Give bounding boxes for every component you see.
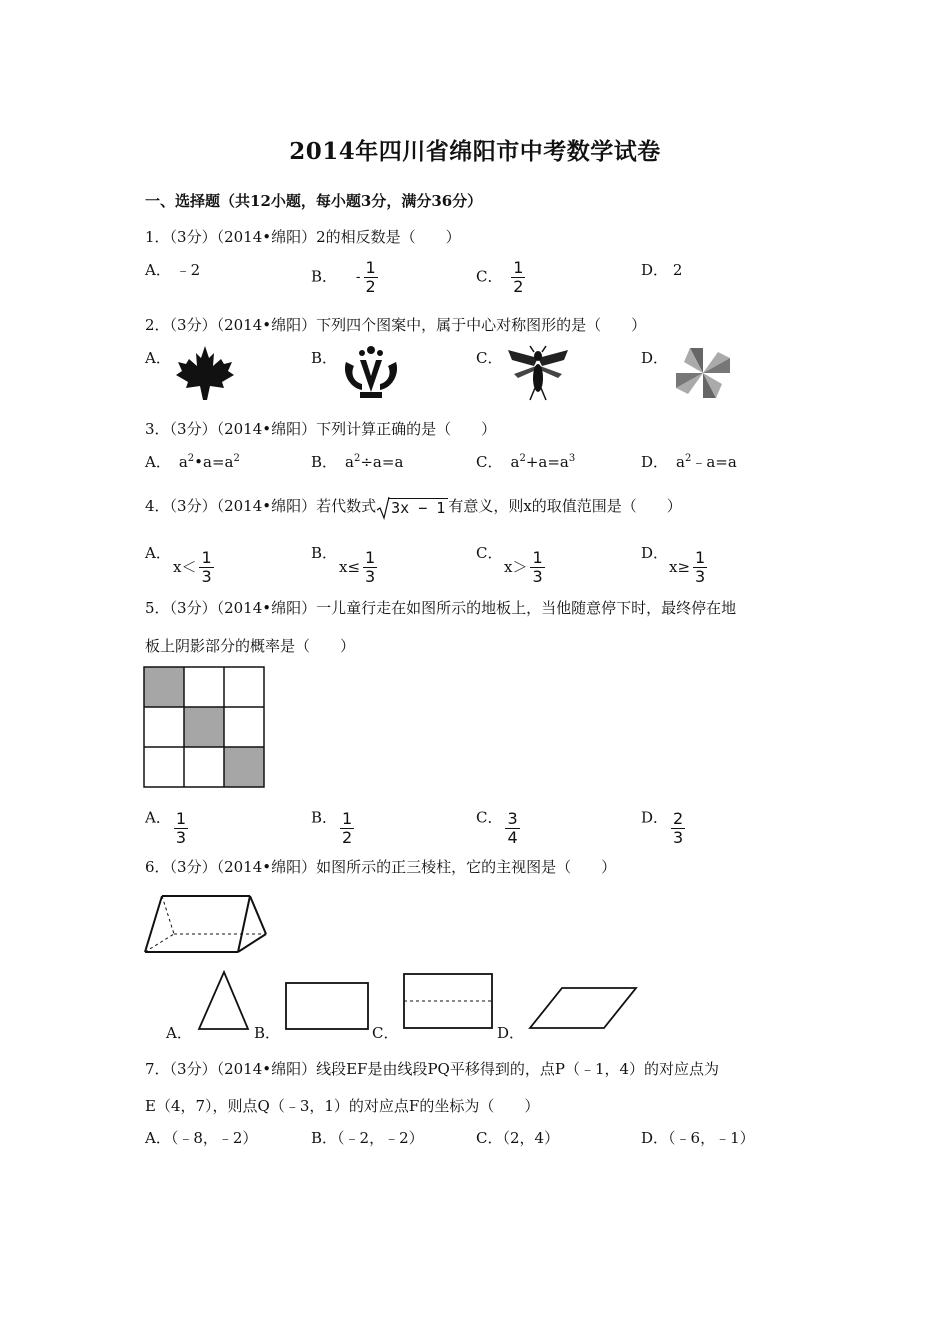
section-heading: 一、选择题（共12小题，每小题3分，满分36分） [145,192,483,210]
q1-option-a: A． ﹣2 [145,261,201,279]
q2-option-b-label: B． [311,349,338,367]
q3-option-b: B． $a^2\div a=a$ [311,453,404,471]
q1-option-c: C． $\frac{1}{2}$ [476,258,524,296]
fraction: $\frac{1}{2}$ [342,809,353,847]
q2-option-d-label: D． [641,349,669,367]
triangle-front-view [196,970,252,1032]
q3-option-a: A． $a^2•a=a^2$ [145,453,240,471]
question-7-line-1: 7．（3分）（2014•绵阳）线段EF是由线段PQ平移得到的，点P（﹣1，4）的对应点为 [145,1060,720,1078]
q4-option-c: C． x＞ $\frac{1}{3}$ [476,544,543,586]
q3-option-d: D． $a^2﹣a=a$ [641,453,737,471]
fraction: $\frac{3}{4}$ [507,809,518,847]
pinwheel-icon [670,344,736,402]
q4-option-a: A． x＜ $\frac{1}{3}$ [145,544,212,586]
rectangle-dashed-front-view [402,972,494,1030]
q6-option-d-label: D． [497,1024,525,1042]
q3-option-c: C． $a^2+a=a^3$ [476,453,576,471]
q6-option-a-label: A． [166,1024,192,1042]
q7-option-c: C．（2，4） [476,1129,560,1147]
q7-option-a: A．（﹣8，﹣2） [145,1129,258,1147]
q5-option-c: C． $\frac{3}{4}$ [476,808,518,847]
q5-option-b: B． $\frac{1}{2}$ [311,808,353,847]
question-4: 4．（3分）（2014•绵阳）若代数式 3x − 1 有意义，则x的取值范围是（ ） [145,497,682,517]
maple-leaf-icon [174,344,236,402]
fraction: $\frac{1}{3}$ [365,548,376,586]
fraction: $\frac{1}{2}$ [513,258,524,296]
question-5-line-2: 板上阴影部分的概率是（ ） [145,637,356,655]
fraction: $\frac{1}{3}$ [532,548,543,586]
question-3: 3．（3分）（2014•绵阳）下列计算正确的是（ ） [145,420,497,438]
page-title: 2014年四川省绵阳市中考数学试卷 [289,138,661,165]
q6-option-c-label: C． [372,1024,399,1042]
question-5-line-1: 5．（3分）（2014•绵阳）一儿童行走在如图所示的地板上，当他随意停下时，最终停在地 [145,599,737,617]
insect-icon [504,344,572,402]
fraction: $\frac{1}{3}$ [695,548,706,586]
tulip-emblem-icon [340,344,402,402]
q7-option-d: D．（﹣6，﹣1） [641,1129,755,1147]
q5-option-d: D． $\frac{2}{3}$ [641,808,684,847]
q2-option-c-label: C． [476,349,503,367]
floor-grid-figure [143,666,265,788]
fraction: $\frac{2}{3}$ [673,809,684,847]
question-2: 2．（3分）（2014•绵阳）下列四个图案中，属于中心对称图形的是（ ） [145,316,647,334]
fraction: $\frac{1}{2}$ [365,258,376,296]
rectangle-front-view [284,981,370,1031]
square-root: 3x − 1 [376,498,448,517]
q7-option-b: B．（﹣2，﹣2） [311,1129,424,1147]
fraction: $\frac{1}{3}$ [201,548,212,586]
q1-option-b: B． - $\frac{1}{2}$ [311,258,376,296]
q4-option-d: D． x≥ $\frac{1}{3}$ [641,544,706,586]
triangular-prism-figure [142,890,270,956]
q1-option-d: D． 2 [641,261,683,279]
question-7-line-2: E（4，7），则点Q（﹣3，1）的对应点F的坐标为（ ） [145,1097,540,1115]
question-6: 6．（3分）（2014•绵阳）如图所示的正三棱柱，它的主视图是（ ） [145,858,617,876]
fraction: $\frac{1}{3}$ [175,809,187,847]
q5-option-a: A． $\frac{1}{3}$ [145,808,187,847]
q2-option-a-label: A． [145,349,171,367]
question-1: 1．（3分）（2014•绵阳）2的相反数是（ ） [145,228,461,246]
q4-option-b: B． x≤ $\frac{1}{3}$ [311,544,376,586]
q6-option-b-label: B． [254,1024,281,1042]
parallelogram-front-view [528,986,640,1032]
